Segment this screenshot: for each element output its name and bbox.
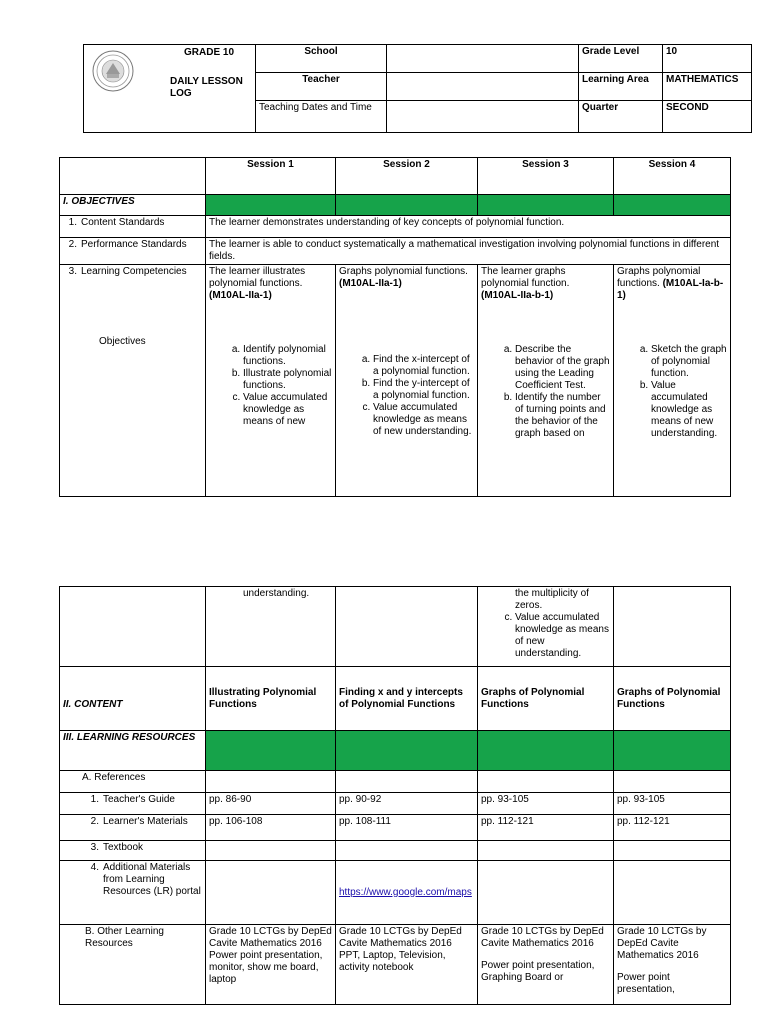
additional-materials-3 xyxy=(478,861,614,925)
resources-band-3 xyxy=(478,731,614,771)
session-4-objectives-list xyxy=(617,344,727,440)
learning-competencies-label: 3. Learning Competencies Objectives xyxy=(60,265,206,497)
textbook-4 xyxy=(614,841,731,861)
session-3-header: Session 3 xyxy=(478,158,614,195)
teaching-dates-value[interactable] xyxy=(387,101,579,133)
session-2-continuation xyxy=(336,587,478,667)
resources-band-2 xyxy=(336,731,478,771)
textbook-label: 3. Textbook xyxy=(60,841,206,861)
session-3-continuation: the multiplicity of zeros. c. Value accumulated knowledge as means of new understanding. xyxy=(478,587,614,667)
grade-level-label: Grade Level xyxy=(579,45,663,73)
objectives-band-1 xyxy=(206,195,336,216)
google-maps-link[interactable]: https://www.google.com/maps xyxy=(339,886,472,898)
school-value[interactable] xyxy=(387,45,579,73)
session-3-competency: The learner graphs polynomial function. (M10AL-IIa-b-1) a. Describe the behavior of the graph using the Leading Coefficient Test. b. Identify the number of turning points and the behavior of the graph based on xyxy=(478,265,614,497)
learners-materials-2: pp. 108-111 xyxy=(336,815,478,841)
quarter-label: Quarter xyxy=(579,101,663,133)
list-item: a. Identify polynomial functions. xyxy=(243,344,332,368)
teacher-label: Teacher xyxy=(256,73,387,101)
textbook-1 xyxy=(206,841,336,861)
textbook-3 xyxy=(478,841,614,861)
objectives-band-2 xyxy=(336,195,478,216)
header-title-cell xyxy=(84,45,256,133)
session-4-topic: Graphs of Polynomial Functions xyxy=(614,667,731,731)
performance-standards-text: The learner is able to conduct systematically a mathematical investigation involving polynomial functions in different fields. xyxy=(206,238,731,265)
learners-materials-4: pp. 112-121 xyxy=(614,815,731,841)
session-2-header: Session 2 xyxy=(336,158,478,195)
objectives-band-4 xyxy=(614,195,731,216)
additional-materials-2 xyxy=(336,861,478,925)
textbook-2 xyxy=(336,841,478,861)
daily-lesson-log-title: DAILY LESSON LOG xyxy=(170,76,243,99)
other-resources-2: Grade 10 LCTGs by DepEd Cavite Mathematics 2016 PPT, Laptop, Television, activity notebook xyxy=(336,925,478,1005)
other-resources-1: Grade 10 LCTGs by DepEd Cavite Mathematics 2016 Power point presentation, monitor, show me board, laptop xyxy=(206,925,336,1005)
teachers-guide-label: 1. Teacher's Guide xyxy=(60,793,206,815)
session-1-topic: Illustrating Polynomial Functions xyxy=(206,667,336,731)
list-item: b. Value accumulated knowledge as means of new understanding. xyxy=(651,380,727,440)
list-item: a. Describe the behavior of the graph using the Leading Coefficient Test. xyxy=(515,344,610,392)
session-1-competency: The learner illustrates polynomial functions. (M10AL-IIa-1) a. Identify polynomial functions. b. Illustrate polynomial functions. c. Value accumulated knowledge as means of new xyxy=(206,265,336,497)
content-standards-label: 1. Content Standards xyxy=(60,216,206,238)
resources-band-1 xyxy=(206,731,336,771)
list-item: a. Sketch the graph of polynomial function. xyxy=(651,344,727,380)
resources-band-4 xyxy=(614,731,731,771)
session-2-competency: Graphs polynomial functions. (M10AL-IIa-1) a. Find the x-intercept of a polynomial function. b. Find the y-intercept of a polynomial function. c. Value accumulated knowledge as means of new understanding. xyxy=(336,265,478,497)
content-heading: II. CONTENT xyxy=(60,667,206,731)
references-cell-3 xyxy=(478,771,614,793)
session-4-header: Session 4 xyxy=(614,158,731,195)
teachers-guide-1: pp. 86-90 xyxy=(206,793,336,815)
learners-materials-label: 2. Learner's Materials xyxy=(60,815,206,841)
learning-area-value: MATHEMATICS xyxy=(663,73,752,101)
additional-materials-4 xyxy=(614,861,731,925)
continuation-blank xyxy=(60,587,206,667)
performance-standards-label: 2. Performance Standards xyxy=(60,238,206,265)
session-2-topic: Finding x and y intercepts of Polynomial Functions xyxy=(336,667,478,731)
school-label: School xyxy=(256,45,387,73)
session-4-continuation xyxy=(614,587,731,667)
references-label: A. References xyxy=(60,771,206,793)
teachers-guide-4: pp. 93-105 xyxy=(614,793,731,815)
teaching-dates-label: Teaching Dates and Time xyxy=(256,101,387,133)
session-1-objectives-list xyxy=(209,344,332,428)
objectives-band-3 xyxy=(478,195,614,216)
list-item: b. Find the y-intercept of a polynomial function. xyxy=(373,378,474,402)
session-1-header: Session 1 xyxy=(206,158,336,195)
session-4-competency: Graphs polynomial functions. (M10AL-Ia-b-1) a. Sketch the graph of polynomial function. b. Value accumulated knowledge as means of new understanding. xyxy=(614,265,731,497)
objectives-heading: I. OBJECTIVES xyxy=(60,195,206,216)
list-item: b. Identify the number of turning points and the behavior of the graph based on xyxy=(515,392,610,440)
list-item: c. Value accumulated knowledge as means of new understanding. xyxy=(515,612,610,660)
content-standards-text: The learner demonstrates understanding of key concepts of polynomial function. xyxy=(206,216,731,238)
session-3-objectives-list xyxy=(481,344,610,440)
other-resources-4: Grade 10 LCTGs by DepEd Cavite Mathematics 2016 Power point presentation, xyxy=(614,925,731,1005)
learning-area-label: Learning Area xyxy=(579,73,663,101)
lesson-table-part-2 xyxy=(59,586,731,1005)
list-item: b. Illustrate polynomial functions. xyxy=(243,368,332,392)
grade-title: GRADE 10 xyxy=(184,47,235,58)
references-cell-4 xyxy=(614,771,731,793)
session-3-objectives-list-cont xyxy=(481,612,610,660)
lesson-table-part-1 xyxy=(59,157,731,497)
list-item: c. Value accumulated knowledge as means of new understanding. xyxy=(373,402,474,438)
session-1-continuation: understanding. xyxy=(206,587,336,667)
references-cell-2 xyxy=(336,771,478,793)
references-cell-1 xyxy=(206,771,336,793)
grade-level-value: 10 xyxy=(663,45,752,73)
session-3-topic: Graphs of Polynomial Functions xyxy=(478,667,614,731)
learning-resources-heading: III. LEARNING RESOURCES xyxy=(60,731,206,771)
objectives-label: Objectives xyxy=(99,336,146,347)
list-item: a. Find the x-intercept of a polynomial function. xyxy=(373,354,474,378)
teachers-guide-3: pp. 93-105 xyxy=(478,793,614,815)
other-resources-3: Grade 10 LCTGs by DepEd Cavite Mathematics 2016 Power point presentation, Graphing Board or xyxy=(478,925,614,1005)
header-table xyxy=(83,44,752,133)
additional-materials-1 xyxy=(206,861,336,925)
other-resources-label: B. Other Learning Resources xyxy=(60,925,206,1005)
list-item: c. Value accumulated knowledge as means of new xyxy=(243,392,332,428)
teacher-value[interactable] xyxy=(387,73,579,101)
learners-materials-1: pp. 106-108 xyxy=(206,815,336,841)
additional-materials-label: 4. Additional Materials from Learning Resources (LR) portal xyxy=(60,861,206,925)
learners-materials-3: pp. 112-121 xyxy=(478,815,614,841)
teachers-guide-2: pp. 90-92 xyxy=(336,793,478,815)
deped-seal-icon xyxy=(91,49,135,93)
session-2-objectives-list xyxy=(339,354,474,438)
quarter-value: SECOND xyxy=(663,101,752,133)
session-header-blank xyxy=(60,158,206,195)
